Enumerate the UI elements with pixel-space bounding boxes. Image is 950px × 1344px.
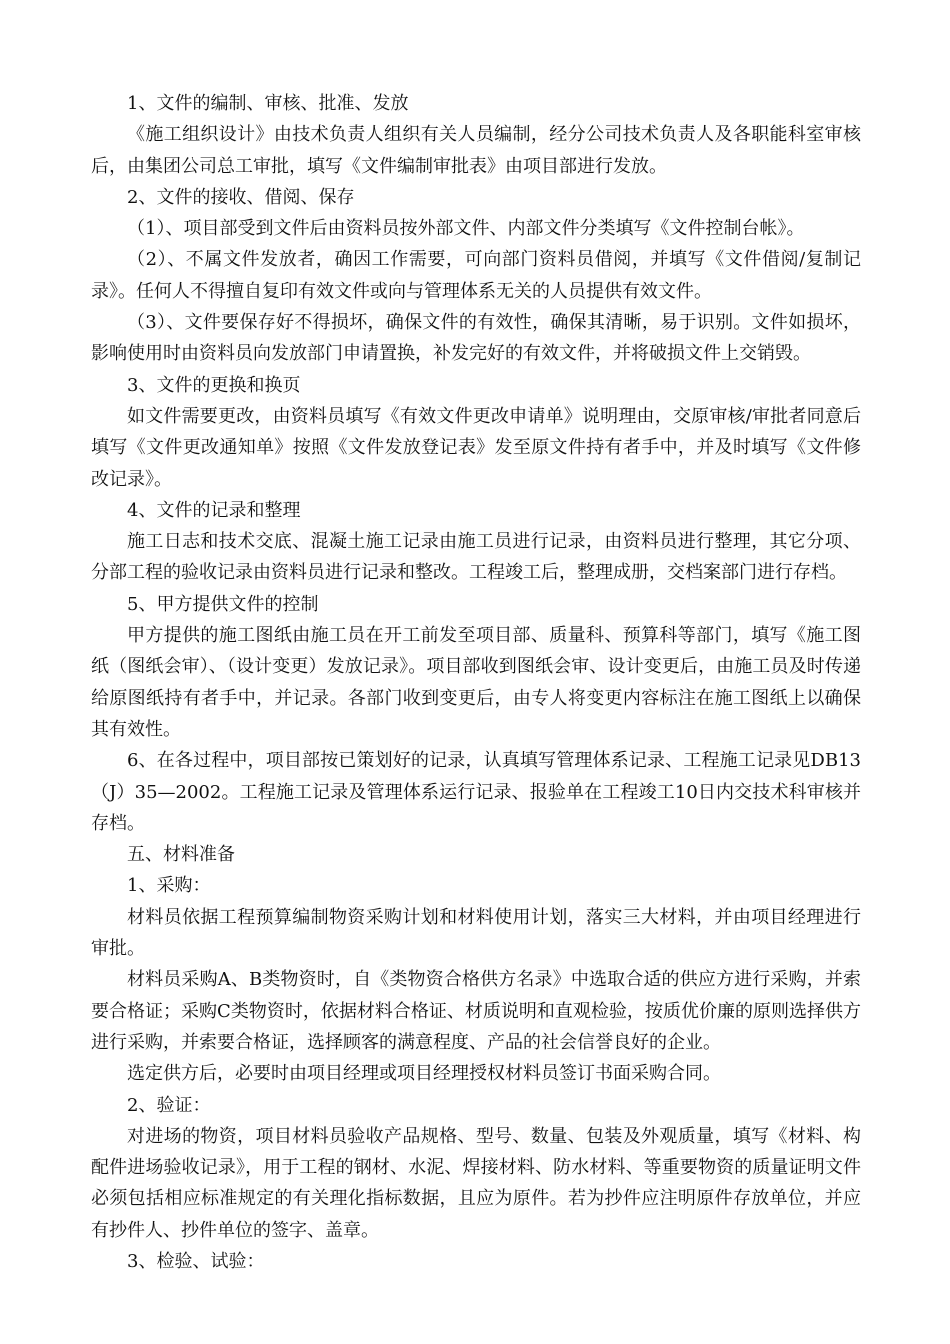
paragraph-process-records: 6、在各过程中，项目部按已策划好的记录，认真填写管理体系记录、工程施工记录见DB13（J）35—2002。工程施工记录及管理体系运行记录、报验单在工程竣工10日内交技术科审核并存档。 xyxy=(91,750,861,834)
document-page xyxy=(91,88,861,1277)
heading-verification: 2、验证： xyxy=(127,1094,211,1116)
paragraph-procurement-contract: 选定供方后，必要时由项目经理或项目经理授权材料员签订书面采购合同。 xyxy=(127,1063,721,1085)
heading-document-change: 3、文件的更换和换页 xyxy=(127,374,301,396)
heading-document-records: 4、文件的记录和整理 xyxy=(127,499,301,521)
paragraph-item-1: （1）、项目部受到文件后由资料员按外部文件、内部文件分类填写《文件控制台帐》。 xyxy=(127,218,805,240)
heading-client-documents: 5、甲方提供文件的控制 xyxy=(127,593,319,615)
paragraph-construction-design: 《施工组织设计》由技术负责人组织有关人员编制，经分公司技术负责人及各职能科室审核后，由集团公司总工审批，填写《文件编制审批表》由项目部进行发放。 xyxy=(91,124,861,177)
heading-procurement: 1、采购： xyxy=(127,875,211,897)
paragraph-procurement-plan: 材料员依据工程预算编制物资采购计划和材料使用计划，落实三大材料，并由项目经理进行审批。 xyxy=(91,906,861,960)
heading-document-receipt: 2、文件的接收、借阅、保存 xyxy=(127,186,355,208)
paragraph-item-2: （2）、不属文件发放者，确因工作需要，可向部门资料员借阅，并填写《文件借阅/复制记录》。任何人不得擅自复印有效文件或向与管理体系无关的人员提供有效文件。 xyxy=(91,249,861,302)
heading-document-preparation: 1、文件的编制、审核、批准、发放 xyxy=(127,93,409,114)
paragraph-document-change: 如文件需要更改，由资料员填写《有效文件更改申请单》说明理由，交原审核/审批者同意后填写《文件更改通知单》按照《文件发放登记表》发至原文件持有者手中，并及时填写《文件修改记录》。 xyxy=(91,405,861,490)
heading-material-preparation: 五、材料准备 xyxy=(127,844,235,866)
paragraph-document-records: 施工日志和技术交底、混凝土施工记录由施工员进行记录，由资料员进行整理，其它分项、分部工程的验收记录由资料员进行记录和整改。工程竣工后，整理成册，交档案部门进行存档。 xyxy=(91,531,861,584)
paragraph-verification: 对进场的物资，项目材料员验收产品规格、型号、数量、包装及外观质量，填写《材料、构配件进场验收记录》，用于工程的钢材、水泥、焊接材料、防水材料、等重要物资的质量证明文件必须包括相应标准规定的有关理化指标数据，且应为原件。若为抄件应注明原件存放单位，并应有抄件人、抄件单位的签字、盖章。 xyxy=(91,1125,861,1241)
paragraph-client-documents: 甲方提供的施工图纸由施工员在开工前发至项目部、质量科、预算科等部门，填写《施工图纸（图纸会审）、（设计变更）发放记录》。项目部收到图纸会审、设计变更后，由施工员及时传递给原图纸持有者手中，并记录。各部门收到变更后，由专人将变更内容标注在施工图纸上以确保其有效性。 xyxy=(91,625,861,740)
paragraph-procurement-suppliers: 材料员采购A、B类物资时，自《类物资合格供方名录》中选取合适的供应方进行采购，并索要合格证；采购C类物资时，依据材料合格证、材质说明和直观检验，按质优价廉的原则选择供方进行采购，并索要合格证，选择顾客的满意程度、产品的社会信誉良好的企业。 xyxy=(91,969,861,1053)
heading-inspection-testing: 3、检验、试验： xyxy=(127,1250,265,1272)
paragraph-item-3: （3）、文件要保存好不得损坏，确保文件的有效性，确保其清晰，易于识别。文件如损坏，影响使用时由资料员向发放部门申请置换，补发完好的有效文件，并将破损文件上交销毁。 xyxy=(91,312,861,365)
